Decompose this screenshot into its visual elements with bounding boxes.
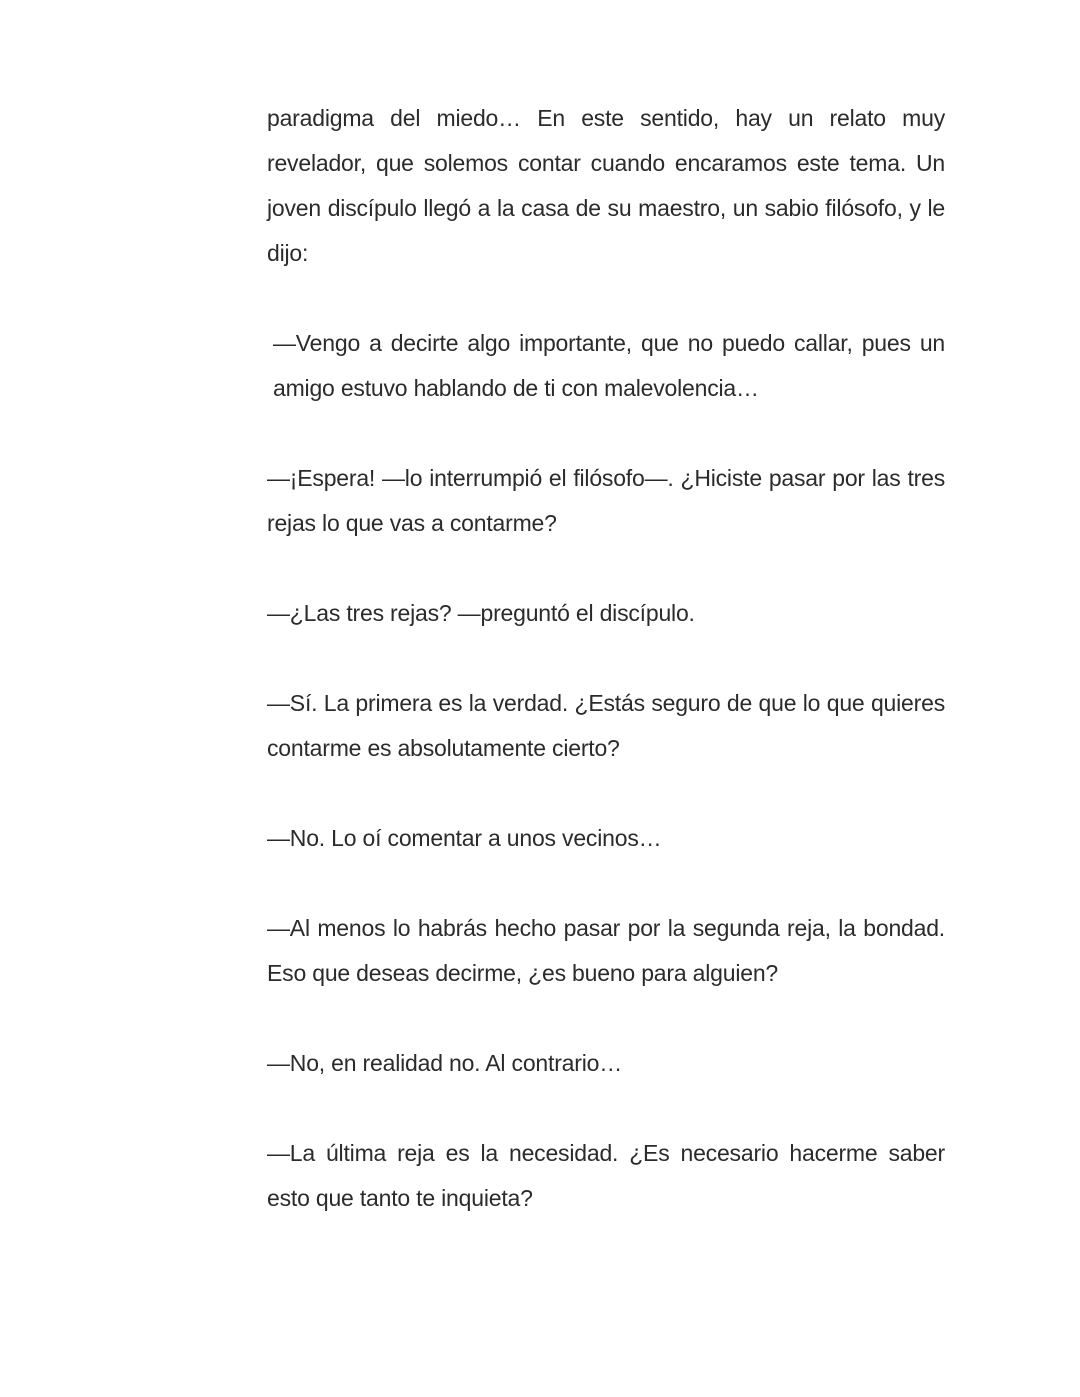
paragraph-second-gate-goodness: —Al menos lo habrás hecho pasar por la segunda reja, la bondad. Eso que deseas decirme, ¿es bueno para alguien? (267, 915, 945, 986)
paragraph-disciple-warning: —Vengo a decirte algo importante, que no puedo callar, pues un amigo estuvo hablando de ti con malevolencia… (273, 330, 945, 401)
paragraph-third-gate-necessity: —La última reja es la necesidad. ¿Es necesario hacerme saber esto que tanto te inquieta? (267, 1140, 945, 1211)
paragraph-first-gate-truth: —Sí. La primera es la verdad. ¿Estás seguro de que lo que quieres contarme es absolutamente cierto? (267, 690, 945, 761)
paragraph-intro: paradigma del miedo… En este sentido, hay un relato muy revelador, que solemos contar cuando encaramos este tema. Un joven discípulo llegó a la casa de su maestro, un sabio filósofo, y le dijo: (267, 105, 945, 266)
paragraph-disciple-contrary: —No, en realidad no. Al contrario… (267, 1050, 623, 1076)
paragraph-philosopher-interrupts: —¡Espera! —lo interrumpió el filósofo—. ¿Hiciste pasar por las tres rejas lo que vas a contarme? (267, 465, 945, 536)
paragraph-disciple-asks: —¿Las tres rejas? —preguntó el discípulo. (267, 600, 695, 626)
document-page (267, 96, 945, 1266)
paragraph-disciple-neighbors: —No. Lo oí comentar a unos vecinos… (267, 825, 662, 851)
